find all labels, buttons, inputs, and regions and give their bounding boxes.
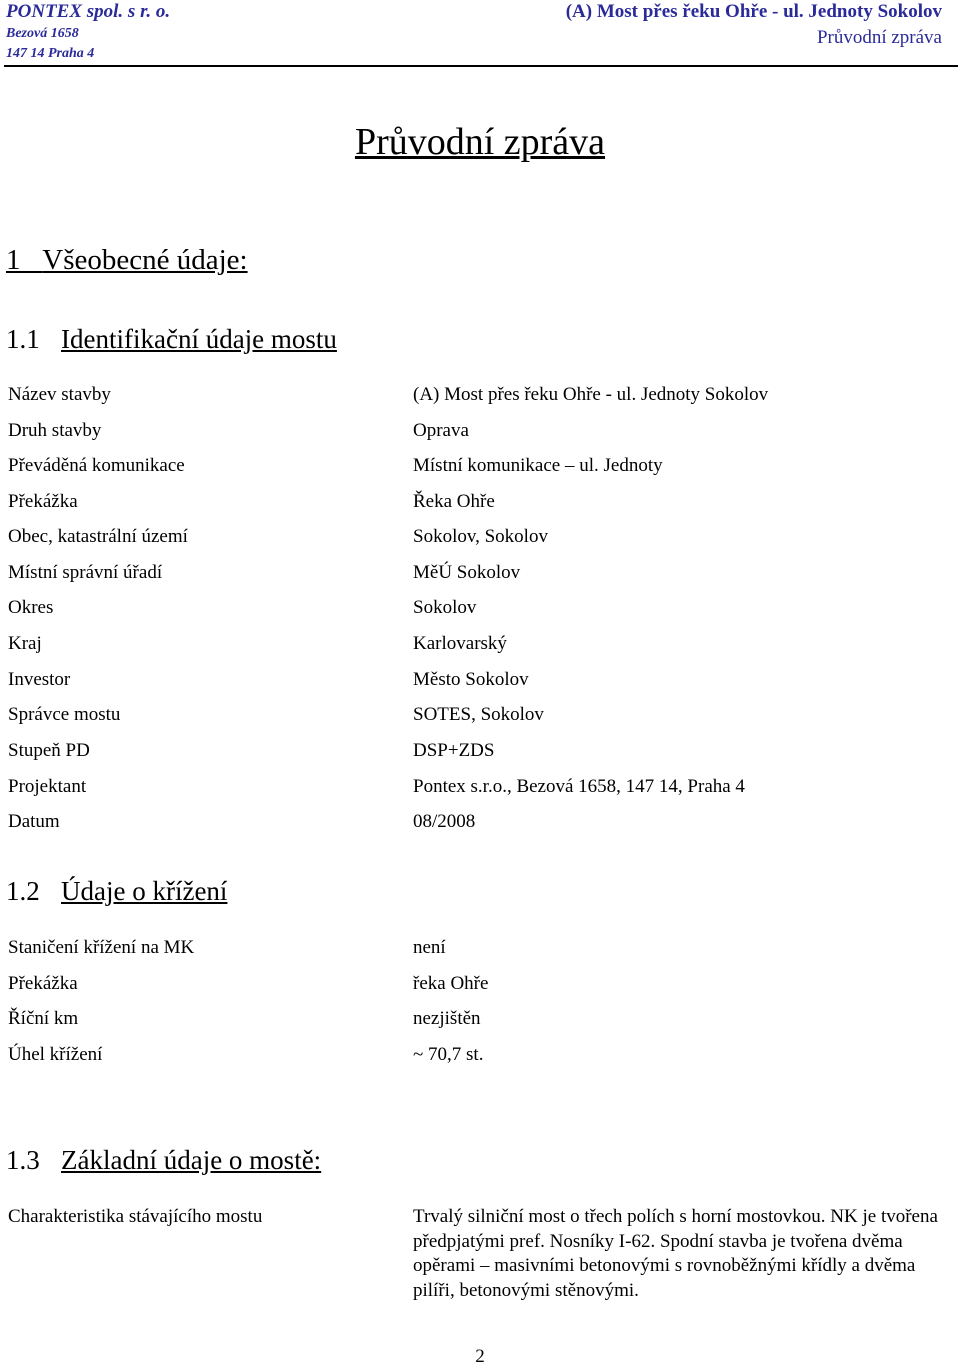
section-1-3-number: 1.3: [6, 1145, 40, 1175]
document-title: Průvodní zpráva: [354, 121, 606, 163]
bridge-characteristic-text: Trvalý silniční most o třech polích s horní mostovkou. NK je tvořena předpjatými pref. Nosníky I-62. Spodní stavba je tvořena dvěma opěrami – masivními betonovými s rovnoběžnými křídly a dvěma pilíři, betonovými stěnovými.: [413, 1206, 938, 1301]
section-1-3-title: Základní údaje o mostě:: [61, 1145, 322, 1175]
field-label: Správce mostu: [8, 704, 121, 725]
field-label: Kraj: [8, 633, 42, 654]
header-company-block: [6, 0, 170, 64]
section-1-2-number: 1.2: [6, 876, 40, 906]
section-1-number: 1: [6, 244, 21, 276]
section-1-2-title: Údaje o křížení: [61, 876, 228, 906]
field-label: Překážka: [8, 491, 78, 512]
field-value: Město Sokolov: [413, 669, 529, 690]
header-company-name: PONTEX spol. s r. o.: [6, 1, 171, 22]
field-label: Název stavby: [8, 384, 111, 405]
header-divider: [4, 65, 958, 67]
field-label: Staničení křížení na MK: [8, 937, 195, 958]
header-address-street: Bezová 1658: [6, 26, 79, 41]
field-label: Úhel křížení: [8, 1044, 103, 1065]
field-label: Stupeň PD: [8, 740, 90, 761]
field-value: ~ 70,7 st.: [413, 1044, 484, 1065]
section-1-heading: [6, 240, 248, 280]
field-value: MěÚ Sokolov: [413, 562, 521, 583]
field-value: (A) Most přes řeku Ohře - ul. Jednoty Sokolov: [413, 384, 769, 405]
section-1-1-heading: [6, 321, 337, 357]
section-1-2-heading: [6, 873, 227, 909]
section-1-title: Všeobecné údaje:: [42, 244, 248, 276]
bridge-characteristic-label: Charakteristika stávajícího mostu: [8, 1206, 263, 1227]
field-label: Říční km: [8, 1008, 79, 1029]
field-value: Karlovarský: [413, 633, 507, 654]
field-label: Druh stavby: [8, 420, 102, 441]
section-1-3-heading: [6, 1142, 321, 1178]
field-value: SOTES, Sokolov: [413, 704, 544, 725]
field-value: Sokolov, Sokolov: [413, 526, 548, 547]
header-doc-type: Průvodní zpráva: [816, 27, 942, 48]
page-number: 2: [475, 1346, 485, 1367]
field-value: Řeka Ohře: [413, 491, 495, 512]
field-value: není: [413, 937, 446, 958]
section-1-1-number: 1.1: [6, 324, 40, 354]
field-value: 08/2008: [413, 811, 476, 832]
field-label: Datum: [8, 811, 60, 832]
field-value: Místní komunikace – ul. Jednoty: [413, 455, 663, 476]
field-label: Místní správní úřadí: [8, 562, 163, 583]
field-label: Převáděná komunikace: [8, 455, 185, 476]
field-label: Obec, katastrální území: [8, 526, 188, 547]
field-label: Překážka: [8, 973, 78, 994]
field-value: nezjištěn: [413, 1008, 481, 1029]
field-value: DSP+ZDS: [413, 740, 495, 761]
field-label: Projektant: [8, 776, 87, 797]
field-value: Oprava: [413, 420, 469, 441]
field-label: Okres: [8, 597, 54, 618]
field-value: řeka Ohře: [413, 973, 489, 994]
header-address-city: 147 14 Praha 4: [6, 46, 95, 61]
field-value: Sokolov: [413, 597, 477, 618]
field-label: Investor: [8, 669, 71, 690]
header-project-name: (A) Most přes řeku Ohře - ul. Jednoty Sokolov: [565, 1, 942, 22]
field-value: Pontex s.r.o., Bezová 1658, 147 14, Praha 4: [413, 776, 745, 797]
header-project-block: [566, 0, 942, 50]
section-1-1-title: Identifikační údaje mostu: [61, 324, 337, 354]
